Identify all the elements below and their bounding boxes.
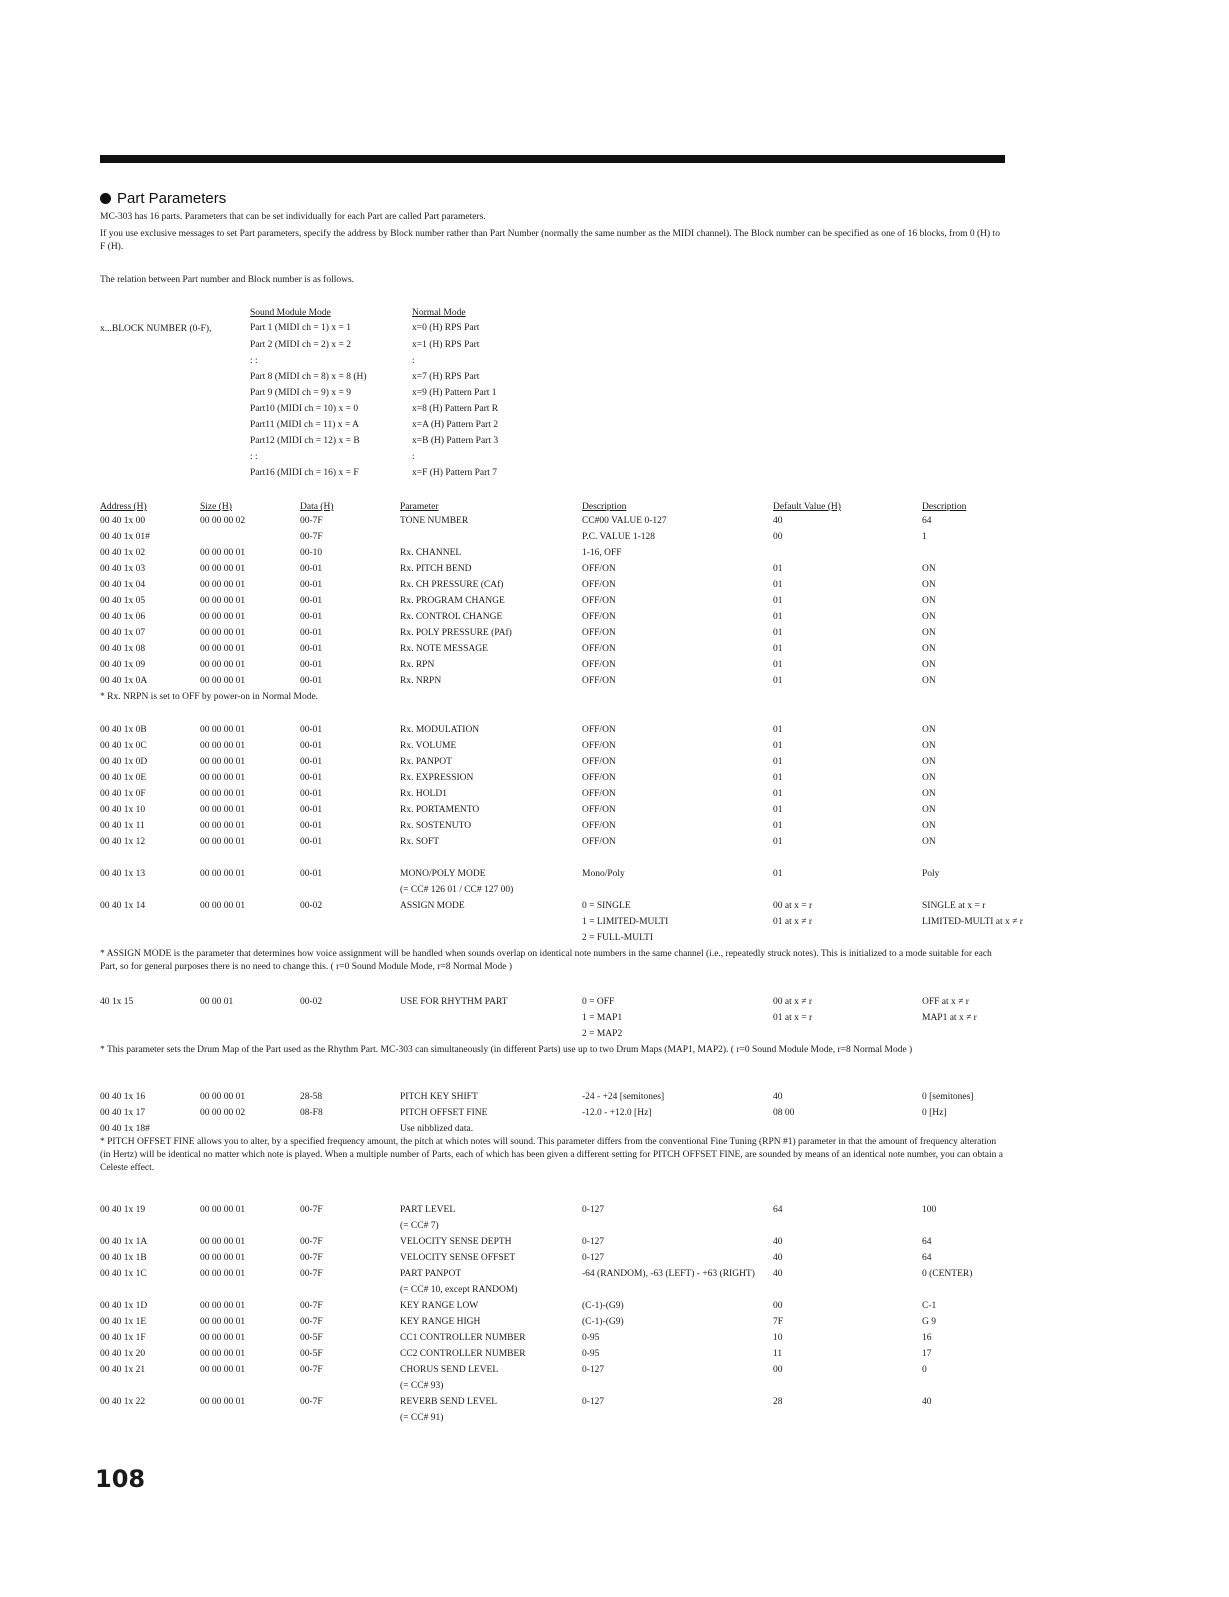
cell-parameter: (= CC# 10, except RANDOM): [400, 1285, 518, 1295]
cell-data: 00-10: [300, 548, 323, 558]
cell-parameter: (= CC# 91): [400, 1413, 444, 1423]
cell-description: OFF/ON: [582, 741, 616, 751]
cell-default: 40: [773, 1253, 783, 1263]
cell-parameter: PART LEVEL: [400, 1205, 456, 1215]
note-nrpn: * Rx. NRPN is set to OFF by power-on in Normal Mode.: [100, 692, 319, 702]
cell-address: 00 40 1x 0B: [100, 725, 147, 735]
cell-size: 00 00 00 01: [200, 1301, 246, 1311]
cell-default: 40: [773, 1237, 783, 1247]
cell-default-description: 17: [922, 1349, 932, 1359]
cell-size: 00 00 00 01: [200, 1333, 246, 1343]
cell-default: 01: [773, 725, 783, 735]
cell-parameter: Rx. PANPOT: [400, 757, 452, 767]
cell-data: 00-01: [300, 725, 323, 735]
block-map-normal: :: [412, 452, 415, 462]
cell-description: OFF/ON: [582, 580, 616, 590]
block-map-normal: x=A (H) Pattern Part 2: [412, 420, 499, 430]
cell-default-description: ON: [922, 773, 936, 783]
cell-default-description: 64: [922, 1253, 932, 1263]
cell-description: 0-127: [582, 1237, 605, 1247]
cell-address: 00 40 1x 0F: [100, 789, 146, 799]
cell-address: 00 40 1x 17: [100, 1108, 146, 1118]
cell-default-description: 64: [922, 1237, 932, 1247]
cell-default: 64: [773, 1205, 783, 1215]
cell-size: 00 00 00 01: [200, 1205, 246, 1215]
intro-paragraph-2: If you use exclusive messages to set Part parameters, specify the address by Block number rather than Part Number (normally the same number as the MIDI channel). The Block number can be specified as one of 16 blocks, from 0 (H) to F (H).: [100, 229, 1000, 252]
cell-default: 01: [773, 676, 783, 686]
cell-size: 00 00 00 01: [200, 741, 246, 751]
note-pitch-offset: * PITCH OFFSET FINE allows you to alter, by a specified frequency amount, the pitch at which notes will sound. This parameter differs from the conventional Fine Tuning (RPN #1) parameter in that the amount of frequency alteration (in Hertz) will be identical no matter which note is played. When a multiple number of Parts, each of which has been given a different setting for PITCH OFFSET FINE, are sounded by means of an identical note number, you can obtain a Celeste effect.: [100, 1137, 1003, 1173]
cell-parameter: USE FOR RHYTHM PART: [400, 997, 508, 1007]
cell-data: 00-7F: [300, 1205, 323, 1215]
cell-size: 00 00 00 01: [200, 789, 246, 799]
cell-size: 00 00 00 01: [200, 901, 246, 911]
cell-description: 0 = OFF: [582, 997, 615, 1007]
cell-description: -12.0 - +12.0 [Hz]: [582, 1108, 652, 1118]
cell-size: 00 00 00 01: [200, 1092, 246, 1102]
cell-size: 00 00 00 01: [200, 596, 246, 606]
cell-size: 00 00 00 01: [200, 1237, 246, 1247]
cell-address: 00 40 1x 01#: [100, 532, 150, 542]
block-map-sound-module: Part 1 (MIDI ch = 1) x = 1: [250, 323, 351, 333]
cell-parameter: Rx. POLY PRESSURE (PAf): [400, 628, 512, 638]
cell-parameter: (= CC# 126 01 / CC# 127 00): [400, 885, 514, 895]
cell-parameter: CC1 CONTROLLER NUMBER: [400, 1333, 526, 1343]
cell-default-description: ON: [922, 789, 936, 799]
cell-parameter: PITCH OFFSET FINE: [400, 1108, 488, 1118]
cell-address: 00 40 1x 1A: [100, 1237, 148, 1247]
block-map-sound-module: Part16 (MIDI ch = 16) x = F: [250, 468, 359, 478]
cell-size: 00 00 00 01: [200, 773, 246, 783]
cell-address: 00 40 1x 0A: [100, 676, 148, 686]
block-map-normal: x=7 (H) RPS Part: [412, 372, 480, 382]
section-title: Part Parameters: [117, 190, 227, 207]
cell-data: 00-7F: [300, 1253, 323, 1263]
cell-default: 01: [773, 612, 783, 622]
cell-data: 00-01: [300, 564, 323, 574]
cell-default-description: 64: [922, 516, 932, 526]
cell-data: 28-58: [300, 1092, 323, 1102]
block-map-label: x...BLOCK NUMBER (0-F),: [100, 324, 212, 334]
cell-default-description: 0: [922, 1365, 927, 1375]
cell-description: -24 - +24 [semitones]: [582, 1092, 665, 1102]
cell-default-description: Poly: [922, 869, 940, 879]
cell-parameter: Rx. VOLUME: [400, 741, 457, 751]
cell-description: CC#00 VALUE 0-127: [582, 516, 667, 526]
cell-default-description: ON: [922, 676, 936, 686]
cell-parameter: Rx. PITCH BEND: [400, 564, 472, 574]
cell-description: OFF/ON: [582, 564, 616, 574]
cell-address: 00 40 1x 06: [100, 612, 146, 622]
block-map-sound-module: : :: [250, 356, 258, 366]
cell-description: P.C. VALUE 1-128: [582, 532, 656, 542]
cell-default-description: SINGLE at x = r: [922, 901, 986, 911]
cell-description: OFF/ON: [582, 837, 616, 847]
cell-size: 00 00 00 01: [200, 1349, 246, 1359]
cell-address: 00 40 1x 12: [100, 837, 146, 847]
cell-default: 00: [773, 1301, 783, 1311]
cell-address: 00 40 1x 10: [100, 805, 146, 815]
header-size: Size (H): [200, 502, 232, 512]
cell-default: 7F: [773, 1317, 784, 1327]
cell-description: OFF/ON: [582, 757, 616, 767]
header-default-description: Description: [922, 502, 967, 512]
cell-size: 00 00 00 01: [200, 1397, 246, 1407]
cell-parameter: REVERB SEND LEVEL: [400, 1397, 498, 1407]
cell-default-description: 0 [Hz]: [922, 1108, 947, 1118]
cell-data: 00-7F: [300, 1237, 323, 1247]
cell-default-description: ON: [922, 628, 936, 638]
cell-default-description: ON: [922, 821, 936, 831]
cell-size: 00 00 00 01: [200, 644, 246, 654]
cell-address: 00 40 1x 1F: [100, 1333, 146, 1343]
cell-parameter: Rx. CONTROL CHANGE: [400, 612, 503, 622]
header-address: Address (H): [100, 502, 147, 512]
cell-description: 1 = LIMITED-MULTI: [582, 917, 669, 927]
cell-size: 00 00 00 01: [200, 548, 246, 558]
cell-size: 00 00 00 01: [200, 1365, 246, 1375]
cell-data: 00-01: [300, 741, 323, 751]
header-default: Default Value (H): [773, 502, 841, 512]
intro-paragraph-1: MC-303 has 16 parts. Parameters that can be set individually for each Part are called Part parameters.: [100, 212, 486, 222]
cell-data: 00-5F: [300, 1349, 323, 1359]
cell-size: 00 00 00 01: [200, 612, 246, 622]
cell-default: 01: [773, 660, 783, 670]
cell-data: 00-01: [300, 660, 323, 670]
cell-description: 2 = FULL-MULTI: [582, 933, 653, 943]
cell-size: 00 00 00 01: [200, 1317, 246, 1327]
cell-description: 0-127: [582, 1205, 605, 1215]
cell-default-description: MAP1 at x ≠ r: [922, 1013, 977, 1023]
cell-description: 0-127: [582, 1365, 605, 1375]
cell-default: 01: [773, 628, 783, 638]
cell-data: 00-7F: [300, 1269, 323, 1279]
cell-data: 00-01: [300, 805, 323, 815]
cell-default-description: 0 [semitones]: [922, 1092, 974, 1102]
cell-address: 00 40 1x 1E: [100, 1317, 147, 1327]
cell-address: 00 40 1x 13: [100, 869, 146, 879]
bullet-icon: [100, 193, 111, 204]
cell-default-description: C-1: [922, 1301, 937, 1311]
cell-description: 2 = MAP2: [582, 1029, 623, 1039]
cell-default-description: ON: [922, 757, 936, 767]
cell-parameter: KEY RANGE HIGH: [400, 1317, 481, 1327]
cell-description: OFF/ON: [582, 789, 616, 799]
cell-size: 00 00 00 01: [200, 869, 246, 879]
cell-description: -64 (RANDOM), -63 (LEFT) - +63 (RIGHT): [582, 1269, 755, 1279]
cell-description: OFF/ON: [582, 821, 616, 831]
cell-data: 00-02: [300, 997, 323, 1007]
cell-description: OFF/ON: [582, 725, 616, 735]
cell-address: 00 40 1x 03: [100, 564, 146, 574]
block-map-sound-module: Part10 (MIDI ch = 10) x = 0: [250, 404, 359, 414]
cell-default: 40: [773, 516, 783, 526]
cell-address: 00 40 1x 20: [100, 1349, 146, 1359]
cell-data: 00-01: [300, 773, 323, 783]
cell-data: 00-01: [300, 757, 323, 767]
cell-default: 01: [773, 789, 783, 799]
cell-size: 00 00 00 01: [200, 725, 246, 735]
cell-parameter: MONO/POLY MODE: [400, 869, 486, 879]
cell-default: 01: [773, 805, 783, 815]
cell-size: 00 00 01: [200, 997, 234, 1007]
cell-address: 00 40 1x 0E: [100, 773, 147, 783]
cell-description: OFF/ON: [582, 676, 616, 686]
cell-description: OFF/ON: [582, 660, 616, 670]
cell-address: 00 40 1x 05: [100, 596, 146, 606]
cell-data: 00-5F: [300, 1333, 323, 1343]
cell-parameter: PART PANPOT: [400, 1269, 462, 1279]
cell-default: 01: [773, 564, 783, 574]
cell-default: 01: [773, 773, 783, 783]
cell-default: 01: [773, 869, 783, 879]
cell-data: 00-01: [300, 628, 323, 638]
cell-size: 00 00 00 01: [200, 837, 246, 847]
cell-address: 40 1x 15: [100, 997, 134, 1007]
cell-parameter: Rx. PORTAMENTO: [400, 805, 480, 815]
cell-default: 01: [773, 757, 783, 767]
note-rhythm-part: * This parameter sets the Drum Map of the Part used as the Rhythm Part. MC-303 can simultaneously (in different Parts) use up to two Drum Maps (MAP1, MAP2). ( r=0 Sound Module Mode, r=8 Normal Mode ): [100, 1045, 913, 1055]
cell-default: 01 at x = r: [773, 1013, 813, 1023]
cell-size: 00 00 00 01: [200, 1269, 246, 1279]
cell-parameter: CC2 CONTROLLER NUMBER: [400, 1349, 526, 1359]
block-map-sound-module: Part 2 (MIDI ch = 2) x = 2: [250, 340, 351, 350]
sound-module-header: Sound Module Mode: [250, 308, 331, 318]
cell-size: 00 00 00 01: [200, 580, 246, 590]
cell-description: OFF/ON: [582, 773, 616, 783]
cell-default-description: 100: [922, 1205, 937, 1215]
cell-description: 1 = MAP1: [582, 1013, 623, 1023]
cell-default: 40: [773, 1092, 783, 1102]
cell-default: 01: [773, 580, 783, 590]
cell-parameter: Rx. NOTE MESSAGE: [400, 644, 488, 654]
cell-address: 00 40 1x 19: [100, 1205, 146, 1215]
cell-address: 00 40 1x 21: [100, 1365, 146, 1375]
cell-size: 00 00 00 01: [200, 805, 246, 815]
cell-parameter: Rx. CH PRESSURE (CAf): [400, 580, 504, 590]
section-heading: [100, 190, 226, 207]
cell-address: 00 40 1x 02: [100, 548, 146, 558]
cell-address: 00 40 1x 14: [100, 901, 146, 911]
cell-parameter: Rx. MODULATION: [400, 725, 480, 735]
page-number: 108: [95, 1465, 146, 1493]
cell-parameter: VELOCITY SENSE OFFSET: [400, 1253, 516, 1263]
header-parameter: Parameter: [400, 502, 439, 512]
cell-size: 00 00 00 01: [200, 757, 246, 767]
cell-default-description: ON: [922, 564, 936, 574]
cell-description: OFF/ON: [582, 805, 616, 815]
intro-paragraph-3: The relation between Part number and Block number is as follows.: [100, 275, 355, 285]
cell-parameter: KEY RANGE LOW: [400, 1301, 479, 1311]
cell-description: 0 = SINGLE: [582, 901, 631, 911]
block-map-normal: x=B (H) Pattern Part 3: [412, 436, 499, 446]
cell-size: 00 00 00 01: [200, 660, 246, 670]
cell-data: 00-01: [300, 837, 323, 847]
cell-description: 0-127: [582, 1397, 605, 1407]
cell-default-description: ON: [922, 805, 936, 815]
cell-parameter: Rx. EXPRESSION: [400, 773, 474, 783]
block-map-normal: x=F (H) Pattern Part 7: [412, 468, 498, 478]
block-map-normal: x=1 (H) RPS Part: [412, 340, 480, 350]
cell-data: 00-02: [300, 901, 323, 911]
cell-description: OFF/ON: [582, 596, 616, 606]
cell-default-description: G 9: [922, 1317, 936, 1327]
block-map-sound-module: Part12 (MIDI ch = 12) x = B: [250, 436, 360, 446]
cell-address: 00 40 1x 18#: [100, 1124, 150, 1134]
cell-default-description: 0 (CENTER): [922, 1269, 973, 1279]
cell-address: 00 40 1x 0D: [100, 757, 148, 767]
cell-size: 00 00 00 01: [200, 676, 246, 686]
cell-data: 00-7F: [300, 1397, 323, 1407]
cell-parameter: Rx. SOFT: [400, 837, 440, 847]
block-map-sound-module: Part 9 (MIDI ch = 9) x = 9: [250, 388, 351, 398]
cell-address: 00 40 1x 11: [100, 821, 145, 831]
cell-description: OFF/ON: [582, 612, 616, 622]
cell-default-description: ON: [922, 580, 936, 590]
cell-parameter: Rx. CHANNEL: [400, 548, 462, 558]
cell-description: 0-95: [582, 1349, 600, 1359]
cell-default-description: ON: [922, 612, 936, 622]
cell-data: 00-01: [300, 869, 323, 879]
cell-description: 0-95: [582, 1333, 600, 1343]
cell-parameter: ASSIGN MODE: [400, 901, 465, 911]
cell-data: 00-7F: [300, 516, 323, 526]
cell-default: 11: [773, 1349, 783, 1359]
cell-default-description: LIMITED-MULTI at x ≠ r: [922, 917, 1023, 927]
cell-parameter: Rx. NRPN: [400, 676, 442, 686]
cell-default-description: ON: [922, 596, 936, 606]
cell-address: 00 40 1x 07: [100, 628, 146, 638]
cell-default: 28: [773, 1397, 783, 1407]
cell-description: Mono/Poly: [582, 869, 625, 879]
cell-parameter: CHORUS SEND LEVEL: [400, 1365, 499, 1375]
cell-description: OFF/ON: [582, 628, 616, 638]
block-map-sound-module: Part11 (MIDI ch = 11) x = A: [250, 420, 359, 430]
block-map-normal: x=8 (H) Pattern Part R: [412, 404, 499, 414]
cell-default: 01: [773, 821, 783, 831]
cell-parameter: PITCH KEY SHIFT: [400, 1092, 478, 1102]
cell-address: 00 40 1x 08: [100, 644, 146, 654]
cell-parameter: Rx. PROGRAM CHANGE: [400, 596, 505, 606]
header-description: Description: [582, 502, 627, 512]
top-rule: [100, 155, 1005, 163]
cell-default: 40: [773, 1269, 783, 1279]
cell-default-description: 1: [922, 532, 927, 542]
cell-size: 00 00 00 01: [200, 628, 246, 638]
cell-parameter: Rx. HOLD1: [400, 789, 447, 799]
cell-default: 10: [773, 1333, 783, 1343]
cell-address: 00 40 1x 04: [100, 580, 146, 590]
cell-default-description: ON: [922, 837, 936, 847]
cell-address: 00 40 1x 0C: [100, 741, 147, 751]
cell-size: 00 00 00 01: [200, 1253, 246, 1263]
cell-address: 00 40 1x 22: [100, 1397, 146, 1407]
cell-parameter: Rx. RPN: [400, 660, 435, 670]
cell-default: 01: [773, 837, 783, 847]
cell-data: 00-7F: [300, 1317, 323, 1327]
cell-default: 01: [773, 644, 783, 654]
cell-data: 00-01: [300, 644, 323, 654]
cell-data: 00-01: [300, 596, 323, 606]
cell-default-description: OFF at x ≠ r: [922, 997, 969, 1007]
cell-default-description: ON: [922, 741, 936, 751]
cell-size: 00 00 00 02: [200, 1108, 246, 1118]
cell-data: 00-7F: [300, 532, 323, 542]
cell-size: 00 00 00 01: [200, 821, 246, 831]
cell-data: 00-01: [300, 821, 323, 831]
cell-parameter: (= CC# 93): [400, 1381, 444, 1391]
block-map-normal: x=0 (H) RPS Part: [412, 323, 480, 333]
cell-data: 00-7F: [300, 1301, 323, 1311]
normal-mode-header: Normal Mode: [412, 308, 466, 318]
cell-address: 00 40 1x 1C: [100, 1269, 147, 1279]
cell-default: 00: [773, 532, 783, 542]
cell-description: (C-1)-(G9): [582, 1317, 624, 1327]
cell-description: OFF/ON: [582, 644, 616, 654]
cell-data: 00-01: [300, 580, 323, 590]
cell-size: 00 00 00 01: [200, 564, 246, 574]
block-map-sound-module: Part 8 (MIDI ch = 8) x = 8 (H): [250, 372, 367, 382]
cell-parameter: (= CC# 7): [400, 1221, 439, 1231]
block-map-normal: x=9 (H) Pattern Part 1: [412, 388, 497, 398]
cell-default: 00: [773, 1365, 783, 1375]
cell-address: 00 40 1x 09: [100, 660, 146, 670]
cell-data: 00-7F: [300, 1365, 323, 1375]
cell-default: 00 at x ≠ r: [773, 997, 812, 1007]
block-map-normal: :: [412, 356, 415, 366]
cell-default: 00 at x = r: [773, 901, 813, 911]
cell-default: 01: [773, 596, 783, 606]
cell-default-description: ON: [922, 660, 936, 670]
cell-data: 00-01: [300, 789, 323, 799]
cell-data: 00-01: [300, 612, 323, 622]
cell-default: 01: [773, 741, 783, 751]
cell-description: (C-1)-(G9): [582, 1301, 624, 1311]
cell-description: 1-16, OFF: [582, 548, 622, 558]
cell-size: 00 00 00 02: [200, 516, 246, 526]
cell-address: 00 40 1x 1B: [100, 1253, 147, 1263]
cell-default: 08 00: [773, 1108, 795, 1118]
cell-default: 01 at x ≠ r: [773, 917, 812, 927]
cell-data: 08-F8: [300, 1108, 323, 1118]
cell-parameter: VELOCITY SENSE DEPTH: [400, 1237, 512, 1247]
note-assign-mode: * ASSIGN MODE is the parameter that determines how voice assignment will be handled when sounds overlap on identical note numbers in the same channel (i.e., repeatedly struck notes). This is initialized to a mode suitable for each Part, so for general purposes there is no need to change this. ( r=0 Sound Module Mode, r=8 Normal Mode ): [100, 949, 992, 972]
header-data: Data (H): [300, 502, 334, 512]
cell-address: 00 40 1x 1D: [100, 1301, 148, 1311]
cell-default-description: ON: [922, 644, 936, 654]
cell-address: 00 40 1x 00: [100, 516, 146, 526]
cell-parameter: TONE NUMBER: [400, 516, 469, 526]
cell-data: 00-01: [300, 676, 323, 686]
cell-default-description: ON: [922, 725, 936, 735]
block-map-sound-module: : :: [250, 452, 258, 462]
cell-parameter: Use nibblized data.: [400, 1124, 474, 1134]
cell-address: 00 40 1x 16: [100, 1092, 146, 1102]
cell-parameter: Rx. SOSTENUTO: [400, 821, 472, 831]
cell-description: 0-127: [582, 1253, 605, 1263]
cell-default-description: 16: [922, 1333, 932, 1343]
cell-default-description: 40: [922, 1397, 932, 1407]
